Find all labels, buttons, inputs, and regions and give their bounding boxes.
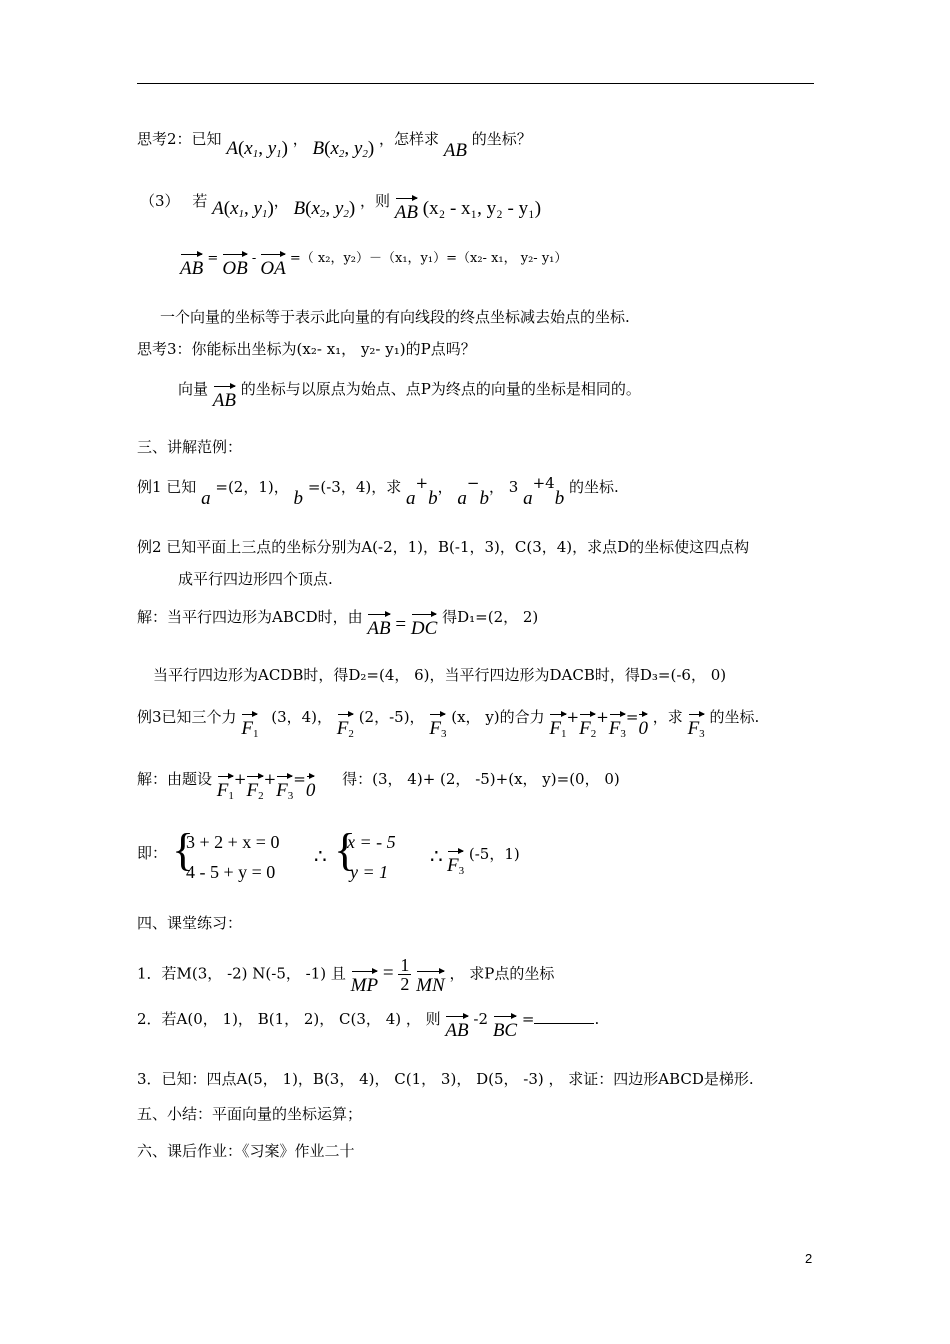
vector-a: a — [406, 488, 416, 509]
fraction-one-half: $\frac{1}{2}$ — [400, 955, 410, 994]
header-rule — [137, 83, 814, 84]
example-2-line1: 例2 已知平面上三点的坐标分别为A(-2，1)，B(-1，3)，C(3，4)，求点D的坐标使这四点构 — [137, 538, 750, 556]
force-f3: $F_3$ — [276, 774, 293, 807]
force-f1: $F_1$ — [241, 712, 258, 745]
force-f1: $F_1$ — [549, 712, 566, 745]
section-4-heading: 四、课堂练习： — [137, 914, 243, 932]
force-f2: $F_2$ — [337, 712, 354, 745]
practice-2: 2．若A(0， 1)， B(1， 2)， C(3， 4) ， 则 AB -2 BC = . — [137, 1010, 600, 1041]
vector-sentence: 向量 AB 的坐标与以原点为始点、点P为终点的向量的坐标是相同的。 — [178, 380, 641, 411]
vector-dc: DC — [411, 612, 437, 640]
rule-sentence: 一个向量的坐标等于表示此向量的有向线段的终点坐标减去始点的坐标. — [160, 308, 630, 326]
example-3: 例3已知三个力 $F_1$ (3，4)， $F_2$ (2，-5)， $F_3$ (x， y)的合力 $F_1+F_2+F_3=0$ ，求 $F_3$ 的坐标. — [137, 706, 759, 745]
therefore-symbol: ∴ — [314, 846, 327, 868]
vector-ab: AB — [445, 1014, 468, 1042]
page-number: 2 — [805, 1251, 813, 1266]
vector-bc: BC — [493, 1014, 517, 1042]
force-f1: $F_1$ — [217, 774, 234, 807]
zero-vector: 0 — [306, 774, 316, 802]
vector-a: a — [457, 488, 467, 509]
solution-2: 当平行四边形为ACDB时，得D₂=(4， 6)，当平行四边形为DACB时，得D₃=(-6， 0) — [153, 666, 727, 684]
point-b-formula: $B(x_2$, $y_2$) — [312, 138, 375, 160]
equation-2: 4 - 5 + y = 0 — [186, 862, 276, 882]
item3-line2: AB = OB - OA =（ x₂，y₂）－（x₁，y₁）=（x₂- x₁， y₂- y₁） — [180, 251, 568, 279]
vector-ab: AB — [367, 612, 390, 640]
example-2-line2: 成平行四边形四个顶点. — [178, 570, 333, 588]
system-label: 即： — [137, 844, 168, 862]
vector-ab: AB — [443, 140, 467, 161]
section-5-heading: 五、小结：平面向量的坐标运算； — [137, 1105, 363, 1123]
left-brace: { — [172, 824, 195, 875]
section-6-heading: 六、课后作业：《习案》作业二十 — [137, 1142, 355, 1160]
point-a-formula: $A(x_1$, $y_1$) — [226, 138, 288, 160]
vector-b: b — [479, 488, 489, 509]
think3-line: 思考3：你能标出坐标为(x₂- x₁， y₂- y₁)的P点吗？ — [137, 340, 476, 358]
vector-mp: MP — [351, 969, 378, 997]
final-answer: $F_3$ (-5，1) — [447, 843, 520, 882]
example-1: 例1 已知 a =(2，1)， b =(-3，4)，求 a+b， a−b， 3 a+4b 的坐标. — [137, 474, 619, 509]
result-y: y = 1 — [350, 862, 389, 882]
vector-ab: AB — [395, 196, 418, 224]
therefore-symbol: ∴ — [430, 846, 443, 868]
force-f3: $F_3$ — [609, 712, 626, 745]
vector-a: a — [201, 488, 211, 509]
vector-ab: AB — [213, 384, 236, 412]
practice-1: 1．若M(3， -2) N(-5， -1) 且 MP = $\frac{1}{2}$ MN ， 求P点的坐标 — [137, 955, 555, 996]
force-f3: $F_3$ — [688, 712, 705, 745]
force-f2: $F_2$ — [579, 712, 596, 745]
vector-b: b — [428, 488, 438, 509]
think2-line: 思考2：已知 $A(x_1$, $y_1$) ， $B(x_2$, $y_2$) ，怎样求 AB 的坐标？ — [137, 130, 532, 161]
answer-blank[interactable] — [534, 1009, 594, 1024]
vector-b: b — [554, 488, 565, 509]
section-3-heading: 三、讲解范例： — [137, 438, 243, 456]
vector-ob: OB — [222, 252, 247, 280]
equation-1: 3 + 2 + x = 0 — [186, 832, 280, 852]
vector-oa: OA — [260, 252, 285, 280]
result-x: x = - 5 — [347, 832, 396, 852]
force-f3: $F_3$ — [429, 712, 446, 745]
force-f3: $F_3$ — [447, 849, 464, 882]
zero-vector: 0 — [638, 712, 648, 740]
vector-ab: AB — [180, 252, 203, 280]
left-brace: { — [334, 824, 357, 875]
vector-mn: MN — [416, 969, 445, 997]
vector-b: b — [293, 488, 304, 509]
point-a-formula: $A(x_1$, $y_1$) — [212, 198, 274, 220]
vector-a: a — [523, 488, 533, 509]
solution-3: 解：由题设 $F_1+F_2+F_3=0$ 得：(3， 4)+ (2， -5)+(x， y)=(0， 0) — [137, 768, 620, 807]
solution-1: 解：当平行四边形为ABCD时，由 AB = DC 得D₁=(2， 2) — [137, 608, 539, 639]
difference-formula: (x₂ - x₁, y₂ - y₁) — [422, 198, 542, 219]
point-b-formula: $B(x_2$, $y_2$) — [293, 198, 356, 220]
item3-line: （3） 若 $A(x_1$, $y_1$)， $B(x_2$, $y_2$) ，则 AB (x₂ - x₁, y₂ - y₁) — [140, 192, 542, 223]
force-f2: $F_2$ — [246, 774, 263, 807]
practice-3: 3．已知：四点A(5， 1)，B(3， 4)， C(1， 3)， D(5， -3) ， 求证：四边形ABCD是梯形. — [137, 1070, 754, 1088]
